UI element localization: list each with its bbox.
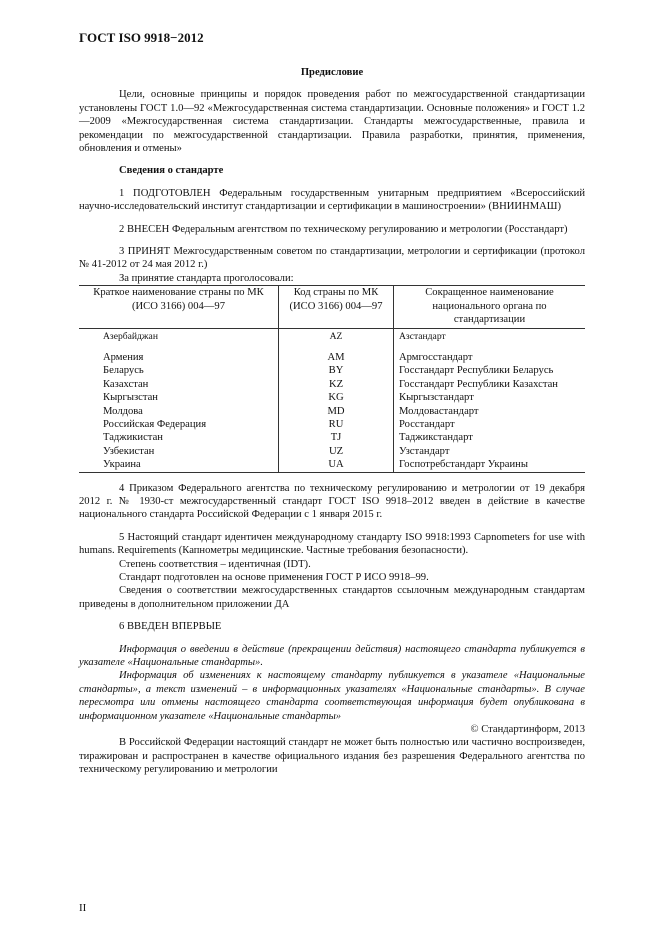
country-code: MD xyxy=(279,405,394,418)
page-number: II xyxy=(79,902,87,914)
country-code: AM xyxy=(279,351,394,364)
country-code: UZ xyxy=(279,445,394,458)
table-row xyxy=(79,445,585,458)
country-code: KG xyxy=(279,391,394,404)
preface-paragraph: Цели, основные принципы и порядок проведения работ по межгосударственной стандартизации установлены ГОСТ 1.0—92 «Межгосударственная система стандартизации. Основные положения» и ГОСТ 1.2—2009 «Межгосударственная система стандартизации. Стандарты межгосударственные, правила и рекомендации по межгосударственной стандартизации. Правила разработки, принятия, применения, обновления и отмены» xyxy=(79,89,585,155)
countries-table xyxy=(79,285,585,472)
country-name: Таджикистан xyxy=(79,431,279,444)
country-name: Узбекистан xyxy=(79,445,279,458)
item-2-paragraph: 2 ВНЕСЕН Федеральным агентством по техническому регулированию и метрологии (Росстандарт) xyxy=(119,223,568,235)
table-row xyxy=(79,328,585,351)
standards-body: Узстандарт xyxy=(399,445,450,457)
table-header-row xyxy=(79,286,585,328)
country-name: Российская Федерация xyxy=(79,418,279,431)
standards-body: Госстандарт Республики Беларусь xyxy=(399,365,554,377)
info-italic-2: Информация об изменениях к настоящему стандарту публикуется в указателе «Национальные стандарты», а текст изменений – в информационных указателях «Национальные стандарты». В случае пересмотра или отмены настоящего стандарта соответствующая информация будет опубликована в информационном указателе «Национальные стандарты» xyxy=(79,670,585,722)
country-name: Азербайджан xyxy=(79,328,279,351)
standards-body: Кыргызстандарт xyxy=(399,392,474,404)
table-row xyxy=(79,405,585,418)
country-code: RU xyxy=(279,418,394,431)
table-header-code: Код страны по МК (ИСО 3166) 004—97 xyxy=(279,286,394,328)
table-header-country: Краткое наименование страны по МК (ИСО 3166) 004—97 xyxy=(79,286,279,328)
country-name: Беларусь xyxy=(79,364,279,377)
country-name: Армения xyxy=(79,351,279,364)
country-name: Казахстан xyxy=(79,378,279,391)
document-header-title: ГОСТ ISO 9918−2012 xyxy=(79,30,204,45)
item-4-paragraph: 4 Приказом Федерального агентства по техническому регулированию и метрологии от 19 декабря 2012 г. № 1930-ст межгосударственный стандарт ГОСТ ISO 9918–2012 введен в действие в качестве национального стандарта Российской Федерации с 1 января 2015 г. xyxy=(79,482,585,521)
preface-title: Предисловие xyxy=(300,67,364,78)
table-row xyxy=(79,431,585,444)
table-row xyxy=(79,458,585,472)
table-row xyxy=(79,364,585,377)
country-name: Молдова xyxy=(79,405,279,418)
standards-body: Молдовастандарт xyxy=(399,405,479,417)
item-5-degree: Степень соответствия – идентичная (IDT). xyxy=(119,558,311,570)
standards-body: Таджикстандарт xyxy=(399,432,473,444)
item-3-paragraph: 3 ПРИНЯТ Межгосударственным советом по стандартизации, метрологии и сертификации (протокол № 41-2012 от 24 мая 2012 г.) xyxy=(79,246,585,271)
item-5-references: Сведения о соответствии межгосударственных стандартов ссылочным международным стандартам приведены в дополнительном приложении ДА xyxy=(79,585,585,610)
standards-body: Армгосстандарт xyxy=(399,351,473,363)
item-5-basis: Стандарт подготовлен на основе применения ГОСТ Р ИСО 9918–99. xyxy=(119,572,429,583)
country-name: Украина xyxy=(79,458,279,472)
table-row xyxy=(79,351,585,364)
country-code: TJ xyxy=(279,431,394,444)
table-row xyxy=(79,418,585,431)
standards-body: Росстандарт xyxy=(399,418,455,430)
country-code: AZ xyxy=(279,328,394,351)
item-1-paragraph: 1 ПОДГОТОВЛЕН Федеральным государственным унитарным предприятием «Всероссийский научно-исследовательский институт стандартизации и сертификации в машиностроении» (ВНИИНМАШ) xyxy=(79,187,585,213)
table-row xyxy=(79,391,585,404)
vote-line: За принятие стандарта проголосовали: xyxy=(119,272,294,284)
copyright-line: © Стандартинформ, 2013 xyxy=(470,724,585,736)
table-header-body: Сокращенное наименование национального органа по стандартизации xyxy=(425,287,554,326)
document-body xyxy=(79,60,585,777)
closing-paragraph: В Российской Федерации настоящий стандарт не может быть полностью или частично воспроизведен, тиражирован и распространен в качестве официального издания без разрешения Федерального агентства по техническому регулированию и метрологии xyxy=(79,737,585,776)
info-section-title: Сведения о стандарте xyxy=(119,165,224,177)
country-code: UA xyxy=(279,458,394,472)
country-code: KZ xyxy=(279,378,394,391)
standards-body: Госстандарт Республики Казахстан xyxy=(399,378,558,390)
standards-body: Азстандарт xyxy=(399,330,446,342)
country-code: BY xyxy=(279,364,394,377)
info-italic-1: Информация о введении в действие (прекращении действия) настоящего стандарта публикуется в указателе «Национальные стандарты». xyxy=(79,643,585,669)
standards-body: Госпотребстандарт Украины xyxy=(399,459,528,471)
item-5-paragraph: 5 Настоящий стандарт идентичен международному стандарту ISO 9918:1993 Capnometers for use with humans. Requirements (Капнометры медицинские. Частные требования безопасности). xyxy=(79,531,585,557)
item-6-paragraph: 6 ВВЕДЕН ВПЕРВЫЕ xyxy=(119,621,222,633)
country-name: Кыргызстан xyxy=(79,391,279,404)
table-row xyxy=(79,378,585,391)
